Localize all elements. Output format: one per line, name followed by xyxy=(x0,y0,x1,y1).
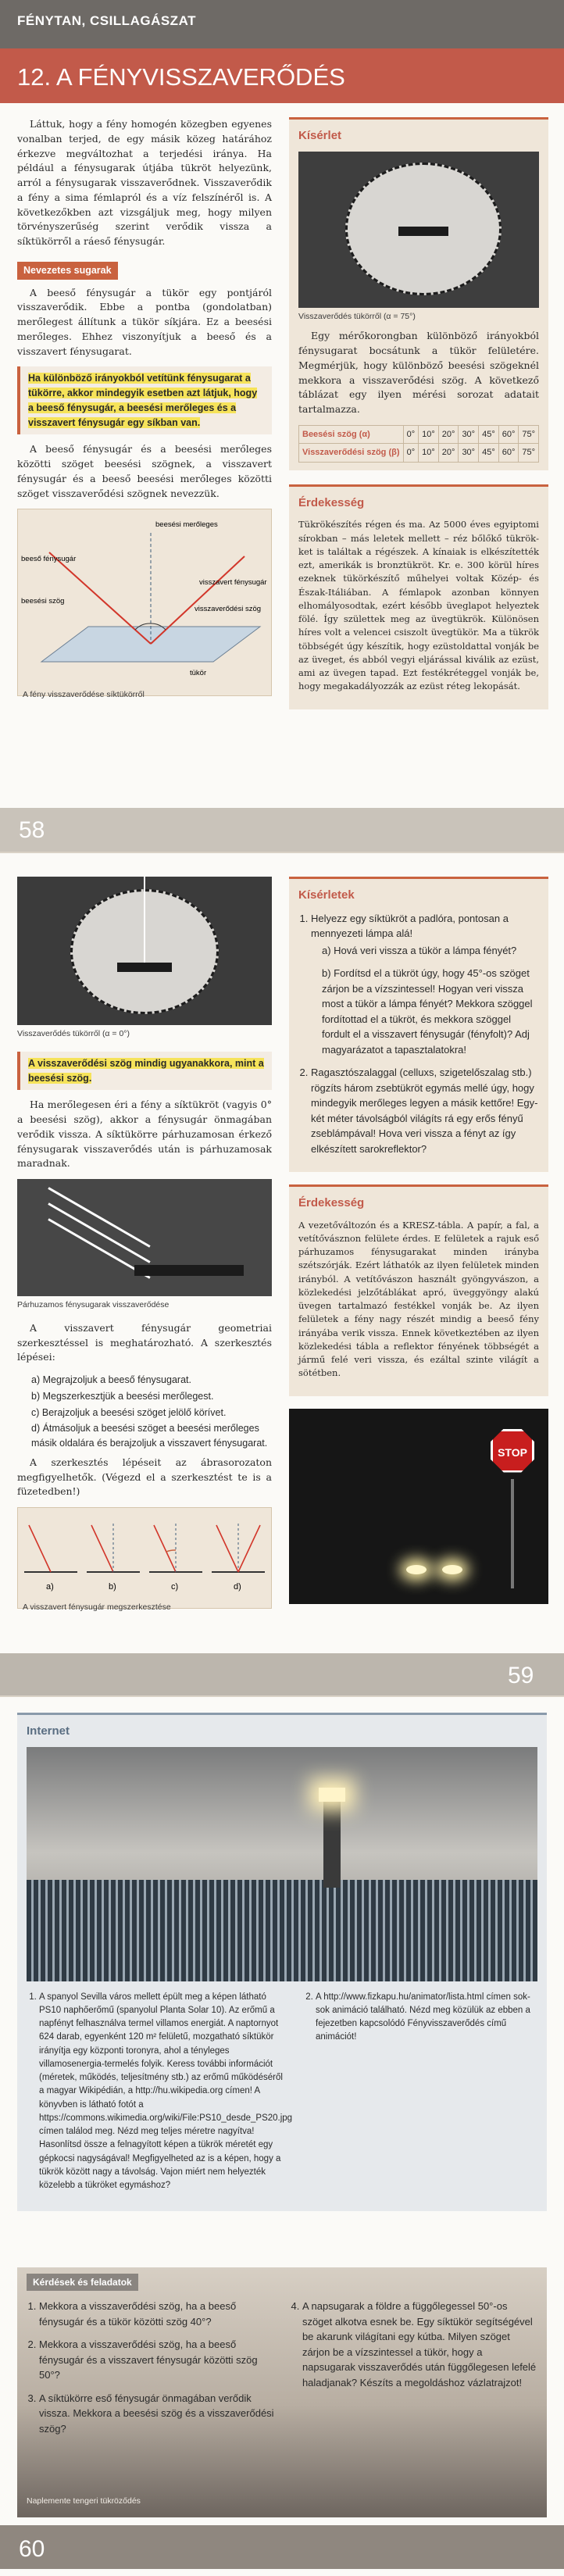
footer-band xyxy=(0,808,564,852)
plane-rule-box xyxy=(17,366,272,434)
tower-glow xyxy=(319,1788,345,1802)
experiment-1-text: Helyezz egy síktükröt a padlóra, pontosan a mennyezeti lámpa alá! xyxy=(311,912,509,939)
label-incident: beeső fénysugár xyxy=(21,555,77,564)
section-header: FÉNYTAN, CSILLAGÁSZAT xyxy=(0,0,564,48)
internet-list-right xyxy=(316,1991,537,2201)
perpendicular-caption: Visszaverődés tükörről (α = 0°) xyxy=(17,1029,130,1038)
list-item: a) Hová veri vissza a tükör a lámpa fényét? xyxy=(322,944,517,956)
step-d-label: d) xyxy=(234,1582,241,1592)
questions-title: Kérdések és feladatok xyxy=(27,2274,138,2291)
table-row xyxy=(299,444,539,463)
table-cell: 0° xyxy=(403,425,419,444)
table-cell: 20° xyxy=(438,425,459,444)
solar-plant-photo xyxy=(27,1747,537,1981)
table-cell: 75° xyxy=(519,425,539,444)
angles-paragraph: A beeső fénysugár és a beesési merőleges közötti szöget beesési szögnek, a visszavert fénysugár és a beeső beesési merőleges közötti szöget visszaverődési szögnek nevezzük. xyxy=(17,443,272,499)
page-number: 58 xyxy=(19,817,45,843)
experiment-photo-caption: Visszaverődés tükörről (α = 75°) xyxy=(298,311,416,321)
intro-paragraph: Láttuk, hogy a fény homogén közegben egyenes vonalban terjed, de egy másik közeg határához érkezve megváltozhat a terjedési iránya. Ha például a fénysugarak útjába tükröt helyezünk, arról a fénysugarak visszaverődnek. Visszaverődik a fény a sima fémlapról és a víz felszínéről is. A következőkben azt vizsgáljuk meg, hogy milyen törvényszerűség szerint verődik vissza a síktükörről a ráeső fénysugár. xyxy=(17,118,272,247)
right-column xyxy=(289,877,548,1604)
step-a-label: a) xyxy=(46,1582,54,1592)
sub-questions xyxy=(322,943,539,1058)
list-item: 3. A síktükörre eső fénysugár önmagában verődik vissza. Mekkora a beesési szög és a visszaverődési szög? xyxy=(39,2391,276,2437)
list-item: d) Átmásoljuk a beesési szöget a beesési merőleges másik oldalára és berajzoljuk a visszavert fénysugarat. xyxy=(31,1423,268,1449)
reflected-angle-label: Visszaverődési szög (β) xyxy=(299,444,404,463)
table-cell: 45° xyxy=(479,425,499,444)
diagram-caption: A fény visszaverődése síktükörről xyxy=(23,690,145,699)
list-item: 1. Mekkora a visszaverődési szög, ha a beeső fénysugár és a tükör közötti szög 40°? xyxy=(39,2299,276,2329)
page-58 xyxy=(0,0,564,852)
mirror-block xyxy=(117,963,172,972)
list-item: 1. A spanyol Sevilla város mellett épült meg a képen látható PS10 naphőerőmű (spanyolul Planta Solar 10). Az erőmű a napfényt felhasználva termel villamos energiát. A naptornyot 624 darab, egyenként 120 m² felületű, mozgatható síktükör irányítja egy központi toronyra, ahol a tényleges villamosenergia-termelés folyik. Keress további információt (méretek, működés, teljesítmény stb.) az erőmű működéséről a magyar Wikipédián, a http://hu.wikipedia.org címen! A könyvben is látható fotót a https://commons.wikimedia.org/wiki/File:PS10_desde_PS20.jpg címen találod meg. Nézd meg teljes méretre nagyítva! Hasonlítsd össze a felnagyított képen a tükrök méretét egy gépkocsi nagyságával! Megfigyelheted az is a képen, hogy a tükrök között nagy a távolság. Vajon miért nem helyezték közelebb a tükröket egymáshoz? xyxy=(39,1991,289,2193)
list-item: 2. Ragasztószalaggal (celluxs, szigetelőszalag stb.) rögzíts három zsebtükröt egymás mellé úgy, hogy mindegyik merőleges legyen a másik kettőre! Egy-két méter távolságból világíts rá egy erős fényű zseblámpával! Hova veri vissza a fényt az így elkészített sarokreflektor? xyxy=(311,1065,539,1156)
questions-left xyxy=(39,2299,276,2444)
experiment-photo xyxy=(298,152,539,308)
night-road-photo xyxy=(289,1409,548,1604)
construction-caption: A visszavert fénysugár megszerkesztése xyxy=(23,1602,171,1612)
interesting-title: Érdekesség xyxy=(298,495,365,509)
right-column xyxy=(289,117,548,709)
label-angle-out: visszaverődési szög xyxy=(195,605,262,614)
experiments-title: Kísérletek xyxy=(298,888,355,902)
table-cell: 0° xyxy=(403,444,419,463)
list-item: b) Megszerkesztjük a beesési merőlegest. xyxy=(31,1390,214,1402)
interesting-text: Tükrökészítés régen és ma. Az 5000 éves egyiptomi sírokban – más leletek mellett – réz bőlőkő tükrökket is találtak a régészek. A kínaiak is elkészítették ezt, amerikák is bronztükröt. Kr. e. 300 körül híres ezeknek tükörkészítő műhelyei voltak Közép- és Észak-Itáliában. A fémlapok azonban könnyen elhomályosodtak, ezért később üveglapot helyeztek fölé. Így születtek meg az üvegtükrök. Különösen híres volt a velencei csiszolt üvegtükör. Ma a tükrök többségét úgy készítik, hogy ezüstoldattal vonják be az üveget, és abból vegyi eljárással kiválik az ezüst, ami az üvegen tapad. Ezt festékréteggel vonják be, hogy megakadályozzák az ezüst réteg lekopását. xyxy=(298,519,539,692)
reflection-svg xyxy=(18,509,271,681)
page-60 xyxy=(0,1695,564,2576)
angle-table xyxy=(298,425,539,463)
internet-list-left xyxy=(39,1991,293,2201)
naming-paragraph: A beeső fénysugár a tükör egy pontjáról visszaverődik. Ebbe a pontba (gondolatban) merőlegest állítunk a tükör síkjára. Ez a beesési merőleges. Ehhez viszonyítjuk a beeső és a visszavert fénysugarat. xyxy=(17,286,272,357)
chapter-title: 12. A FÉNYVISSZAVERŐDÉS xyxy=(0,48,564,103)
step-a xyxy=(24,1525,77,1592)
table-cell: 20° xyxy=(438,444,459,463)
step-d xyxy=(212,1524,265,1592)
parallel-photo xyxy=(17,1179,272,1296)
step-c-label: c) xyxy=(171,1582,179,1592)
internet-panel xyxy=(17,1713,547,2211)
table-cell: 45° xyxy=(479,444,499,463)
page-59 xyxy=(0,852,564,1695)
footer-band xyxy=(0,2525,564,2569)
label-angle-in: beesési szög xyxy=(21,597,65,606)
list-item: 4. A napsugarak a földre a függőlegessel 50°-os szöget alkotva esnek be. Egy síktükör segítségével be akarunk világítani egy kútba. Milyen szöget zárjon be a vízszintessel a tükör, hogy a napsugarak visszaverődés után függőlegesen lefelé haladjanak? Készíts a megoldáshoz vázlatrajzot! xyxy=(302,2299,537,2390)
mirror-field xyxy=(27,1880,537,1981)
table-cell: 30° xyxy=(459,425,479,444)
list-item xyxy=(311,911,539,1058)
questions-panel xyxy=(17,2267,547,2517)
incident-angle-label: Beesési szög (α) xyxy=(299,425,404,444)
footer-band xyxy=(0,1653,564,1695)
table-cell: 60° xyxy=(498,444,519,463)
step-c xyxy=(149,1524,202,1592)
table-cell: 75° xyxy=(519,444,539,463)
table-cell: 30° xyxy=(459,444,479,463)
interesting-text: A vezetőváltozón és a KRESZ-tábla. A papír, a fal, a vetítővásznon felülete érdes. E felületek a rajuk eső párhuzamos fénysugarakat minden irányba szétszórják. Ezért láthatók az ilyen felületek minden irányból. A vetítővászon használt gyöngyvászon, a közlekedési jelzőtáblákat apró, üveggyöngy alakú üvegen tartalmazó festékkel vonják be. Az ilyen felületek a fény nagy részét mindig a beeső fény irányába verik vissza. Ennek következtében az ilyen közlekedési tábla a reflektor fényének többségét a jármű felé veri vissza, és ezáltal szinte világít a sötétben. xyxy=(298,1219,539,1379)
headlight-right xyxy=(442,1565,462,1574)
naming-heading: Nevezetes sugarak xyxy=(17,262,118,280)
table-cell: 60° xyxy=(498,425,519,444)
left-column xyxy=(17,117,272,699)
page-number: 59 xyxy=(508,1663,534,1688)
sign-pole xyxy=(511,1479,514,1588)
light-beam xyxy=(144,877,145,970)
construction-steps xyxy=(17,1373,272,1451)
list-item: 2. Mekkora a visszaverődési szög, ha a beeső fénysugár és a visszavert fénysugár közötti szög 50°? xyxy=(39,2337,276,2383)
interesting-panel xyxy=(289,484,548,709)
reflection-diagram xyxy=(17,509,272,699)
construction-svg xyxy=(18,1508,271,1594)
experiment-text: Egy mérőkorongban különböző irányokból fénysugarat bocsátunk a tükör felületére. Megmérjük, hogy különböző beesési szögeknél mekkora a visszaverődési szög. A következő táblázat egy ilyen mérési sorozat adatait tartalmazza. xyxy=(298,330,539,415)
label-normal: beesési merőleges xyxy=(155,520,218,530)
interesting-title: Érdekesség xyxy=(298,1196,365,1209)
internet-title: Internet xyxy=(27,1724,70,1738)
label-reflected: visszavert fénysugár xyxy=(199,578,267,588)
list-item: c) Berajzoljuk a beesési szöget jelölő körívet. xyxy=(31,1406,227,1418)
table-row xyxy=(299,425,539,444)
list-item: b) Fordítsd el a tükröt úgy, hogy 45°-os szöget zárjon be a vízszintessel! Hogyan veri vissza most a tükör a lámpa fényét? Mekkora szöggel fordítottad el a tükröt, és mekkora szöggel fordult el a visszavert fénysugár (fényfolt)? Adj magyarázatot a tapasztalatokra! xyxy=(322,967,533,1056)
construction-outro: A szerkesztés lépéseit az ábrasorozaton megfigyelhetők. (Végezd el a szerkesztést te is a füzetedben!) xyxy=(17,1456,272,1498)
headlight-left xyxy=(406,1565,427,1574)
left-column xyxy=(17,877,272,1612)
equal-angle-rule-text: A visszaverődési szög mindig ugyanakkora, mint a beesési szög. xyxy=(28,1057,264,1084)
mirror-block xyxy=(134,1265,244,1276)
beam-2 xyxy=(48,1202,150,1263)
interesting-panel xyxy=(289,1184,548,1396)
list-item: 2. A http://www.fizkapu.hu/animator/lista.html címen sok-sok animáció található. Nézd meg közülük az ebben a fejezetben kapcsolódó Fényvisszaverődés című animációt! xyxy=(316,1991,537,2045)
internet-text-columns xyxy=(27,1991,537,2201)
construction-intro: A visszavert fénysugár geometriai szerkesztéssel is meghatározható. A szerkesztés lépései: xyxy=(17,1321,272,1363)
equal-angle-rule xyxy=(17,1052,272,1091)
construction-diagram xyxy=(17,1507,272,1612)
experiment-title: Kísérlet xyxy=(298,129,342,142)
step-b-label: b) xyxy=(109,1582,116,1592)
questions-columns xyxy=(27,2299,537,2444)
page-number: 60 xyxy=(19,2536,45,2562)
solar-tower xyxy=(323,1794,341,1888)
experiments-panel xyxy=(289,877,548,1172)
list-item: a) Megrajzoljuk a beeső fénysugarat. xyxy=(31,1374,191,1385)
experiments-list xyxy=(311,911,539,1157)
plane-rule-text: Ha különböző irányokból vetítünk fénysugarat a tükörre, akkor mindegyik esetben azt látjuk, hogy a beeső fénysugár, a beesési merőleges és a visszavert fénysugár egy síkban van. xyxy=(28,373,258,428)
stop-sign-text: STOP xyxy=(498,1445,527,1459)
step-b xyxy=(87,1524,140,1592)
sunset-caption: Naplemente tengeri tükröződés xyxy=(27,2496,141,2506)
table-cell: 10° xyxy=(419,444,439,463)
perpendicular-photo xyxy=(17,877,272,1025)
parallel-caption: Párhuzamos fénysugarak visszaverődése xyxy=(17,1300,170,1309)
beam-1 xyxy=(48,1187,150,1248)
table-cell: 10° xyxy=(419,425,439,444)
experiment-panel xyxy=(289,117,548,470)
perpendicular-text: Ha merőlegesen éri a fény a síktükröt (vagyis 0° a beesési szög), akkor a fénysugár önmagában verődik vissza. A síktükörre párhuzamosan érkező fénysugarak visszaverődés után is párhuzamosak maradnak. xyxy=(17,1099,272,1170)
mirror-block xyxy=(398,227,448,236)
label-mirror: tükör xyxy=(190,669,207,678)
questions-right xyxy=(302,2299,537,2444)
